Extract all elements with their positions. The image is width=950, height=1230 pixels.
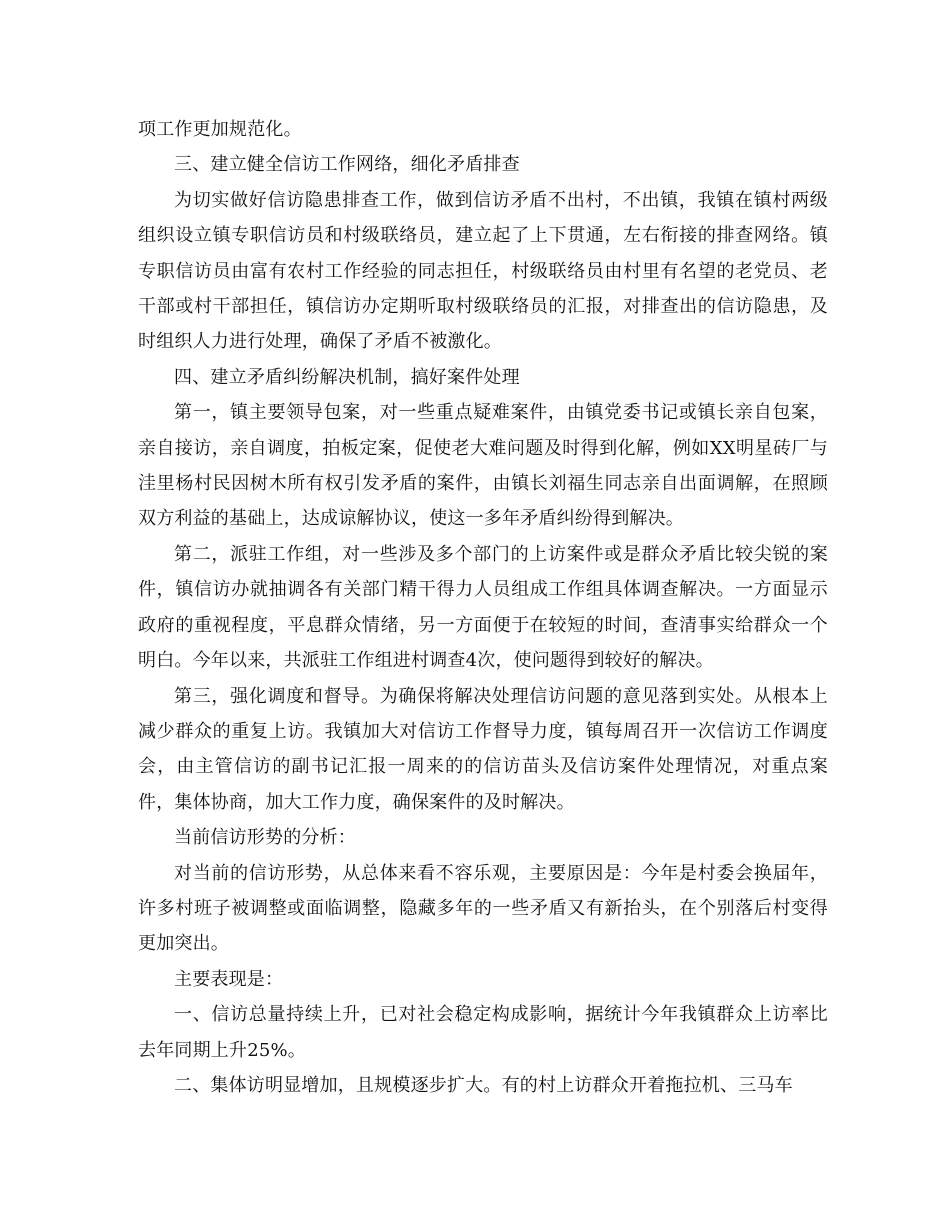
subheading-main-manifestations: 主要表现是： (174, 968, 284, 990)
paragraph-third: 第三，强化调度和督导。为确保将解决处理信访问题的意见落到实处。从根本上减少群众的重复上访。我镇加大对信访工作督导力度，镇每周召开一次信访工作调度会，由主管信访的副书记汇报一周来的的信访苗头及信访案件处理情况，对重点案件，集体协商，加大工作力度，确保案件的及时解决。 (138, 685, 828, 813)
paragraph-first: 第一，镇主要领导包案，对一些重点疑难案件，由镇党委书记或镇长亲自包案，亲自接访，亲自调度，拍板定案，促使老大难问题及时得到化解，例如XX明星砖厂与洼里杨村民因树木所有权引发矛盾的案件，由镇长刘福生同志亲自出面调解，在照顾双方利益的基础上，达成谅解协议，使这一多年矛盾纠纷得到解决。 (138, 402, 828, 530)
paragraph-second: 第二，派驻工作组，对一些涉及多个部门的上访案件或是群众矛盾比较尖锐的案件，镇信访办就抽调各有关部门精干得力人员组成工作组具体调查解决。一方面显示政府的重视程度，平息群众情绪，另一方面便于在较短的时间，查清事实给群众一个明白。今年以来，共派驻工作组进村调查4次，使问题得到较好的解决。 (138, 543, 828, 672)
paragraph-situation: 对当前的信访形势，从总体来看不容乐观，主要原因是：今年是村委会换届年，许多村班子被调整或面临调整，隐藏多年的一些矛盾又有新抬头，在个别落后村变得更加突出。 (138, 862, 828, 955)
section-heading-4: 四、建立矛盾纠纷解决机制，搞好案件处理 (174, 366, 520, 388)
list-item-2: 二、集体访明显增加，且规模逐步扩大。有的村上访群众开着拖拉机、三马车 (174, 1074, 793, 1096)
section-heading-3: 三、建立健全信访工作网络，细化矛盾排查 (174, 154, 520, 176)
list-item-1: 一、信访总量持续上升，已对社会稳定构成影响，据统计今年我镇群众上访率比去年同期上升25%。 (138, 1004, 828, 1061)
document-body (138, 112, 828, 1103)
paragraph-continuation: 项工作更加规范化。 (138, 119, 302, 140)
subheading-situation-analysis: 当前信访形势的分析： (174, 827, 356, 849)
paragraph-network: 为切实做好信访隐患排查工作，做到信访矛盾不出村，不出镇，我镇在镇村两级组织设立镇专职信访员和村级联络员，建立起了上下贯通，左右衔接的排查网络。镇专职信访员由富有农村工作经验的同志担任，村级联络员由村里有名望的老党员、老干部或村干部担任，镇信访办定期听取村级联络员的汇报，对排查出的信访隐患，及时组织人力进行处理，确保了矛盾不被激化。 (138, 189, 828, 353)
